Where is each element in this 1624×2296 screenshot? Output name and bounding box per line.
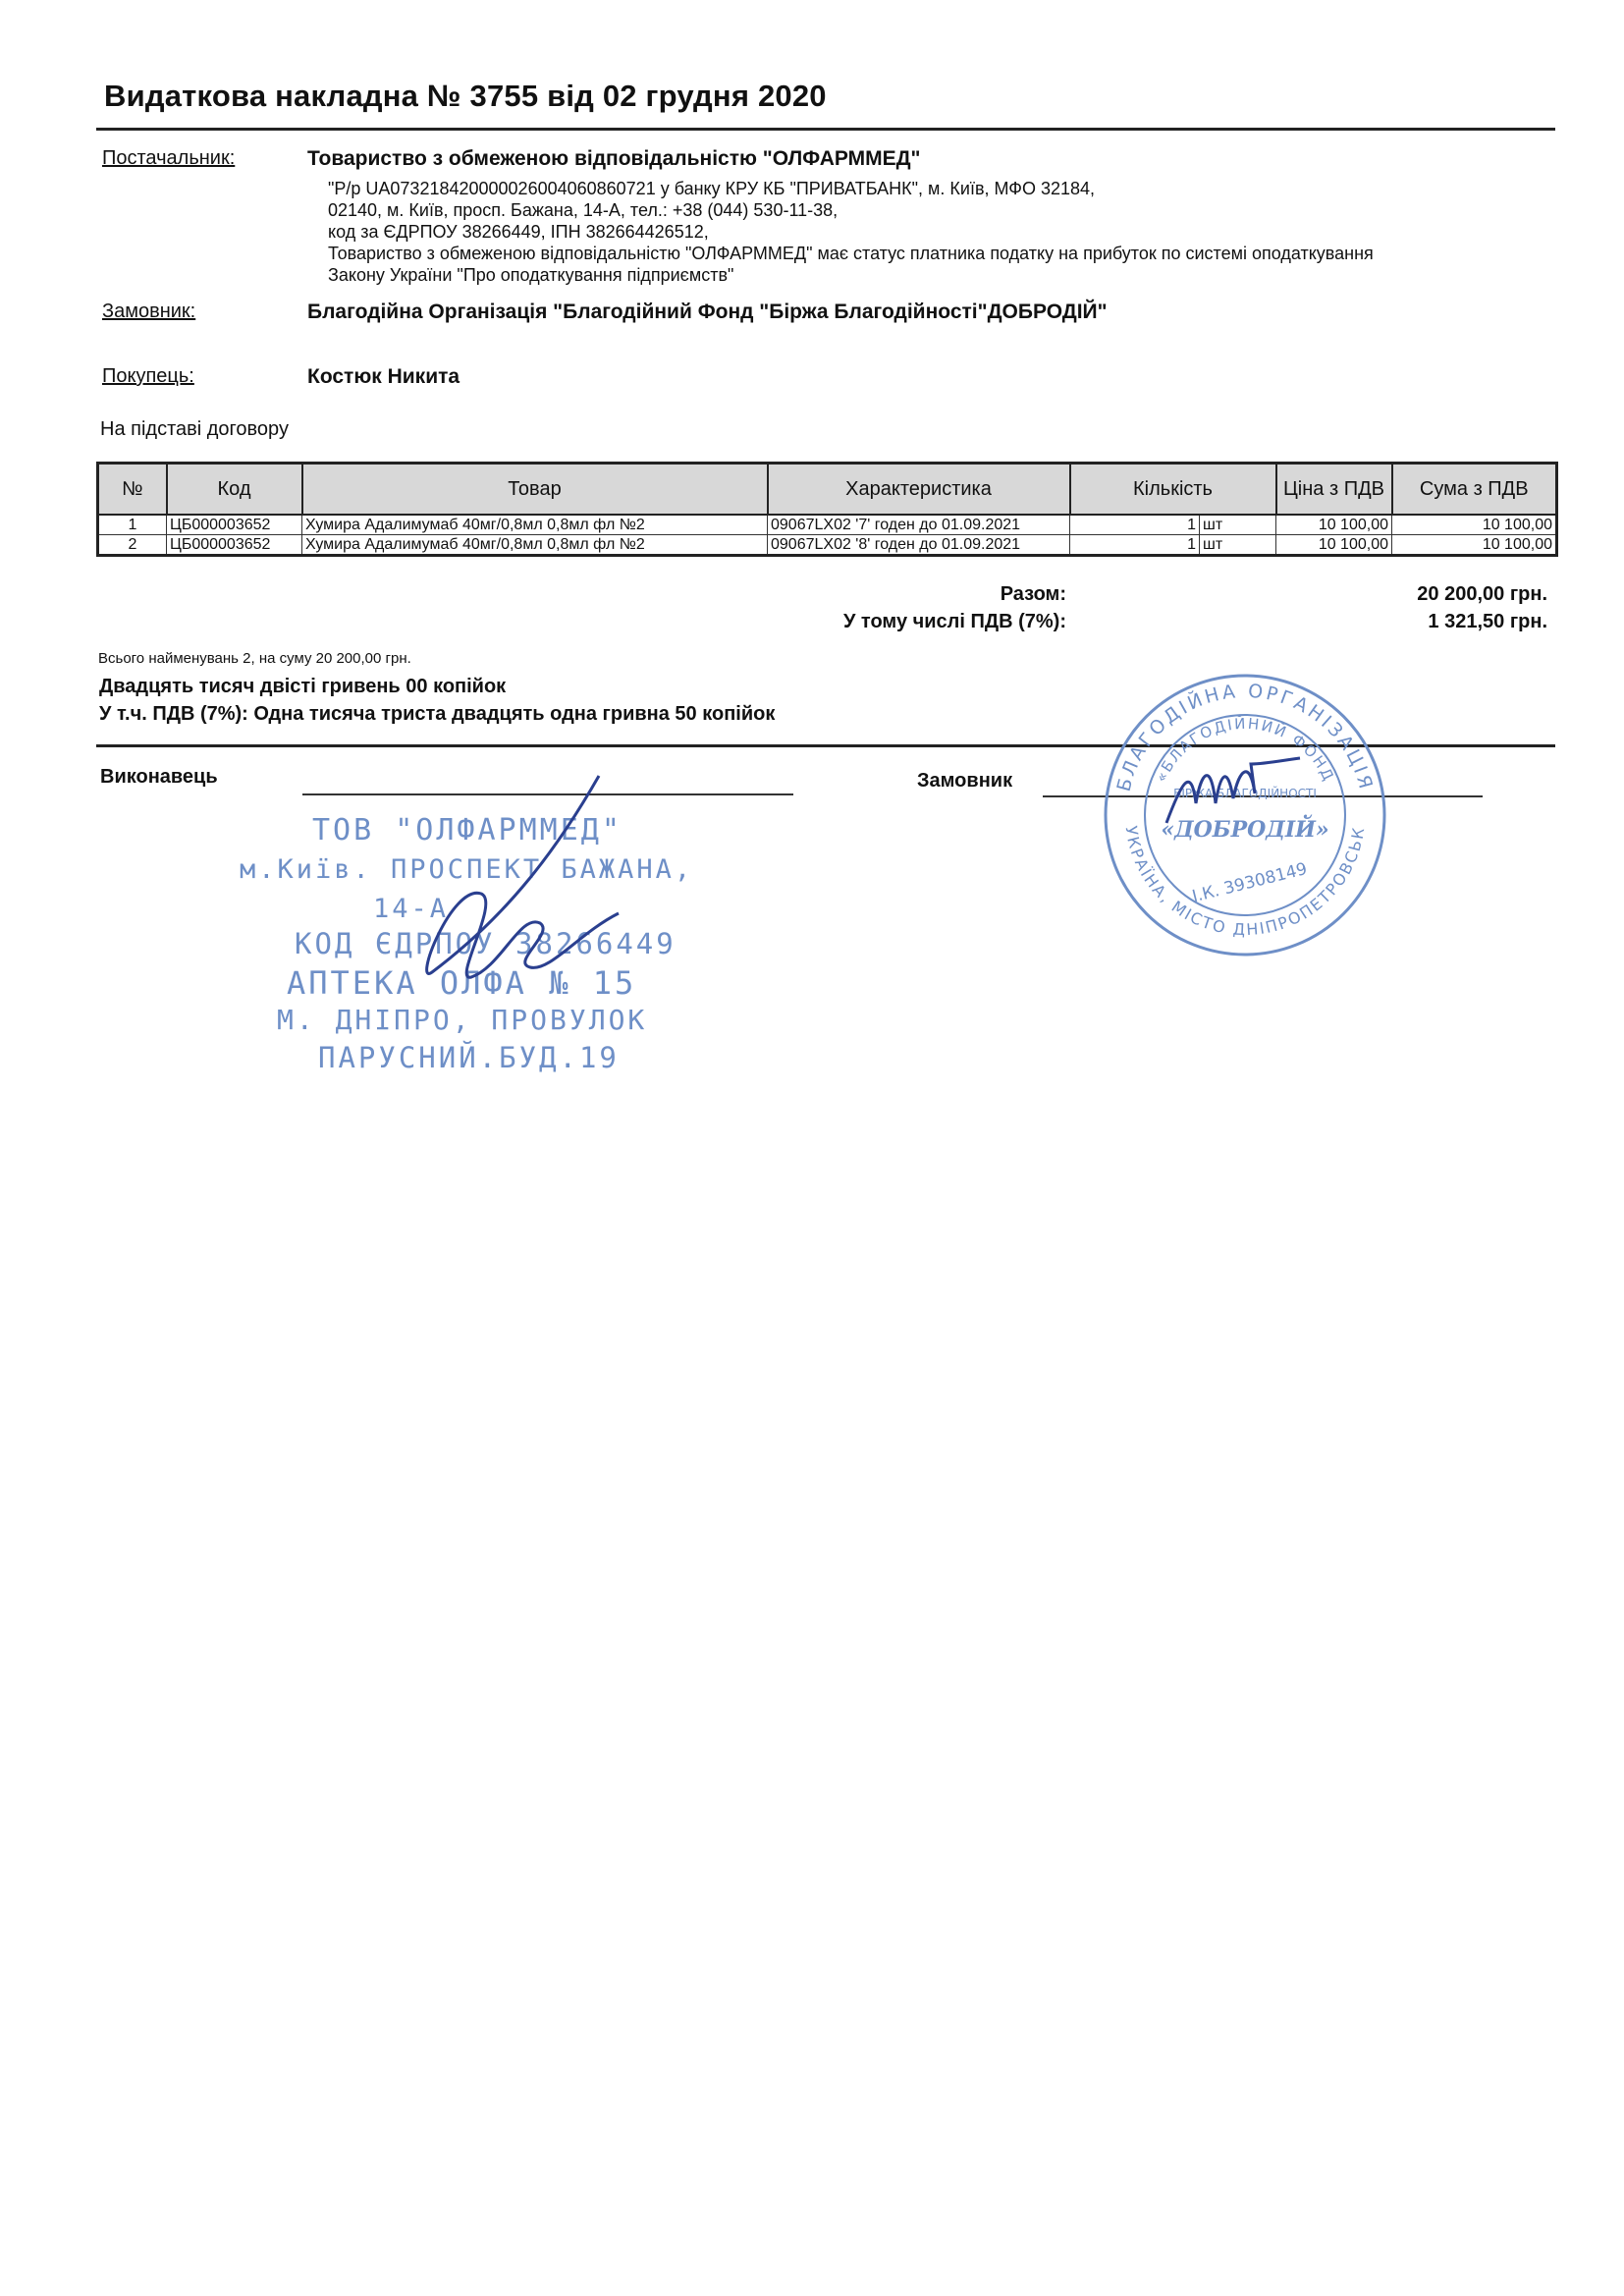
- supplier-label: Постачальник:: [102, 147, 236, 169]
- supplier-line: Закону України "Про оподаткування підприємств": [328, 265, 734, 285]
- stamp-ring-inner: «БЛАГОДІЙНИЙ ФОНД: [1152, 714, 1338, 786]
- cell-number: 1: [98, 515, 167, 535]
- customer-sign-label: Замовник: [917, 770, 1013, 792]
- total-label: Разом:: [1000, 583, 1066, 605]
- supplier-name: Товариство з обмеженою відповідальністю "ОЛФАРММЕД": [307, 147, 921, 170]
- cell-unit: шт: [1200, 535, 1276, 556]
- executor-label: Виконавець: [100, 766, 218, 788]
- col-sum: Сума з ПДВ: [1392, 464, 1557, 516]
- cell-qty: 1: [1070, 535, 1200, 556]
- table-row: [98, 515, 1557, 535]
- customer-signature: [1157, 744, 1304, 833]
- stamp-ring-top: БЛАГОДІЙНА ОРГАНІЗАЦІЯ: [1112, 680, 1378, 794]
- stamp-middle: БІРЖА БЛАГОДІЙНОСТІ: [1173, 787, 1317, 800]
- customer-label: Замовник:: [102, 301, 196, 322]
- stamp-code: І.К. 39308149: [1190, 858, 1310, 907]
- cell-code: ЦБ000003652: [167, 515, 302, 535]
- cell-sum: 10 100,00: [1392, 515, 1557, 535]
- customer-name: Благодійна Організація "Благодійний Фонд "Біржа Благодійності"ДОБРОДІЙ": [307, 301, 1108, 323]
- supplier-line: "Р/р UA073218420000026004060860721 у банку КРУ КБ "ПРИВАТБАНК", м. Київ, МФО 32184,: [328, 179, 1096, 198]
- total-value: 20 200,00 грн.: [1417, 583, 1547, 605]
- supplier-line: Товариство з обмеженою відповідальністю "ОЛФАРММЕД" має статус платника податку на прибуток по системі оподаткування: [328, 244, 1374, 263]
- title-rule: [96, 128, 1555, 131]
- supplier-line: код за ЄДРПОУ 38266449, ІПН 382664426512,: [328, 222, 709, 242]
- cell-spec: 09067LX02 '7' годен до 01.09.2021: [768, 515, 1070, 535]
- items-summary: Всього найменувань 2, на суму 20 200,00 грн.: [98, 650, 411, 667]
- goods-table: [96, 462, 1558, 557]
- cell-product: Хумира Адалимумаб 40мг/0,8мл 0,8мл фл №2: [302, 515, 768, 535]
- col-quantity: Кількість: [1070, 464, 1276, 516]
- buyer-name: Костюк Никита: [307, 365, 460, 388]
- cell-code: ЦБ000003652: [167, 535, 302, 556]
- cell-price: 10 100,00: [1276, 515, 1392, 535]
- col-spec: Характеристика: [768, 464, 1070, 516]
- supplier-stamp: ТОВ "ОЛФАРММЕД" м.Київ. ПРОСПЕКТ БАЖАНА, 14-А КОД ЄДРПОУ 38266449 АПТЕКА ОЛФА № 15 М. ДНІПРО, ПРОВУЛОК ПАРУСНИЙ.БУД.19: [240, 813, 694, 1074]
- contract-basis: На підставі договору: [100, 418, 289, 440]
- vat-in-words: У т.ч. ПДВ (7%): Одна тисяча триста двадцять одна гривна 50 копійок: [99, 703, 776, 725]
- col-number: №: [98, 464, 167, 516]
- cell-product: Хумира Адалимумаб 40мг/0,8мл 0,8мл фл №2: [302, 535, 768, 556]
- stamp-center: «ДОБРОДІЙ»: [1161, 817, 1329, 843]
- buyer-label: Покупець:: [102, 365, 194, 387]
- amount-in-words: Двадцять тисяч двісті гривень 00 копійок: [99, 676, 507, 697]
- cell-qty: 1: [1070, 515, 1200, 535]
- col-code: Код: [167, 464, 302, 516]
- cell-price: 10 100,00: [1276, 535, 1392, 556]
- cell-unit: шт: [1200, 515, 1276, 535]
- supplier-line: 02140, м. Київ, просп. Бажана, 14-А, тел.: +38 (044) 530-11-38,: [328, 200, 839, 220]
- stamp-ring-bottom: УКРАЇНА, МІСТО ДНІПРОПЕТРОВСЬК: [1121, 824, 1369, 940]
- table-row: [98, 535, 1557, 556]
- cell-spec: 09067LX02 '8' годен до 01.09.2021: [768, 535, 1070, 556]
- document-title: Видаткова накладна № 3755 від 02 грудня 2020: [104, 79, 827, 113]
- col-price: Ціна з ПДВ: [1276, 464, 1392, 516]
- table-header: [98, 464, 1557, 516]
- col-product: Товар: [302, 464, 768, 516]
- cell-sum: 10 100,00: [1392, 535, 1557, 556]
- executor-signature: [393, 766, 648, 1002]
- vat-label: У тому числі ПДВ (7%):: [842, 611, 1066, 632]
- cell-number: 2: [98, 535, 167, 556]
- vat-value: 1 321,50 грн.: [1428, 611, 1547, 632]
